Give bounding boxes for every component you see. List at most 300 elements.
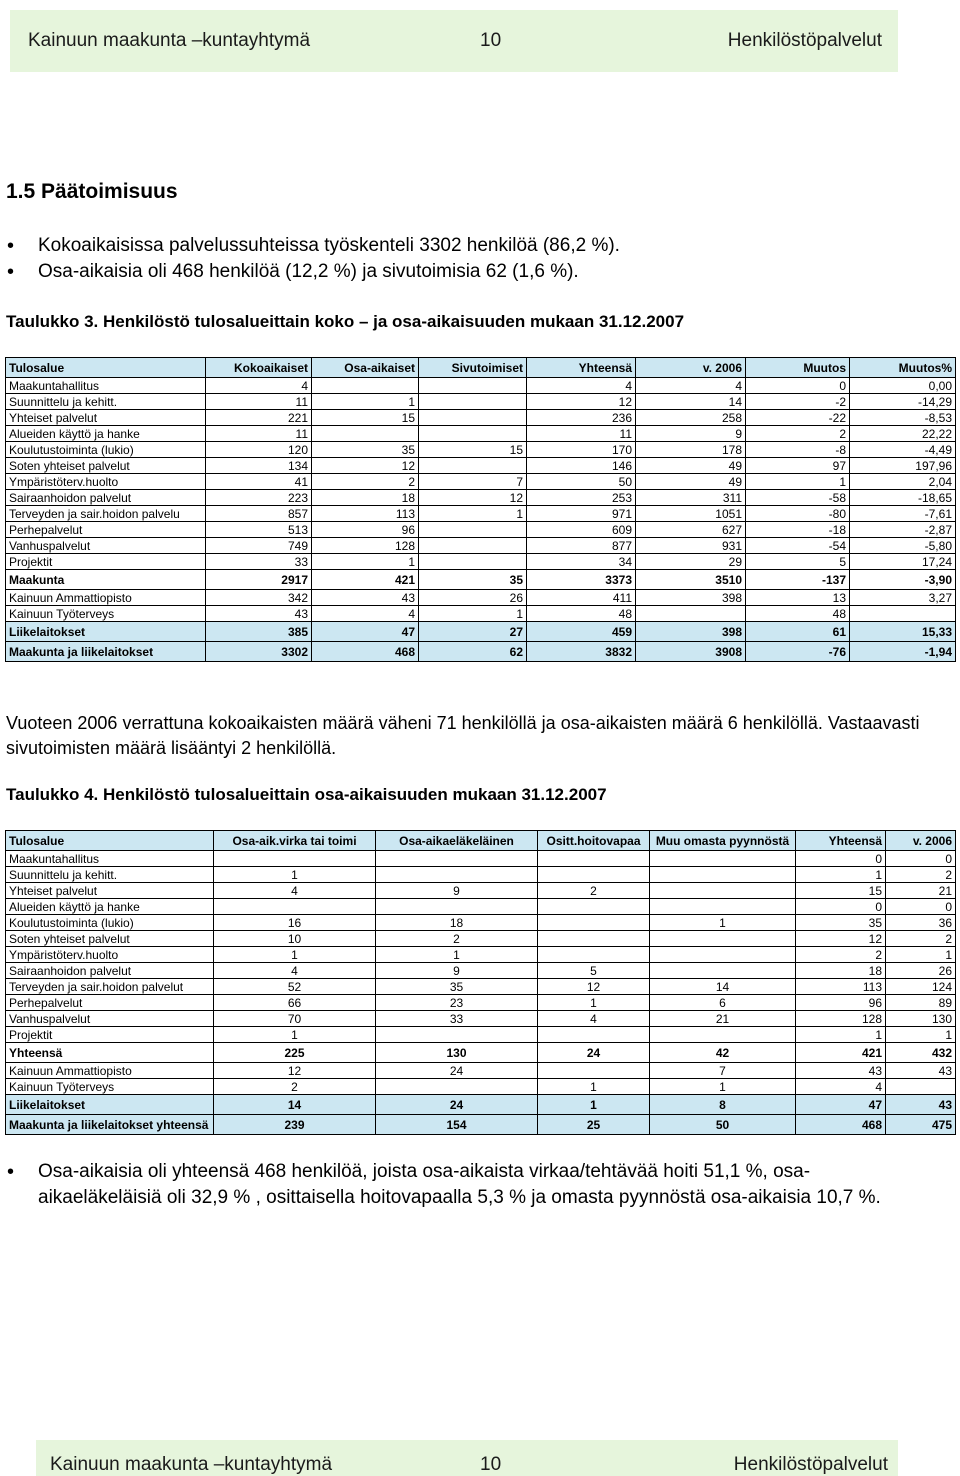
table-cell: 26 <box>886 963 956 979</box>
table-cell: 4 <box>796 1079 886 1095</box>
table-cell: 70 <box>214 1011 376 1027</box>
row-label: Yhteiset palvelut <box>6 883 214 899</box>
table-cell: 468 <box>796 1115 886 1135</box>
table-cell: 10 <box>214 931 376 947</box>
table-cell: 7 <box>419 474 527 490</box>
table-row <box>6 1043 956 1063</box>
table-cell: 24 <box>376 1095 538 1115</box>
table4-caption: Taulukko 4. Henkilöstö tulosalueittain osa-aikaisuuden mukaan 31.12.2007 <box>6 785 607 804</box>
row-label: Kainuun Ammattiopisto <box>6 590 206 606</box>
row-label: Suunnittelu ja kehitt. <box>6 394 206 410</box>
column-header: Muutos% <box>850 358 956 378</box>
table-cell: -14,29 <box>850 394 956 410</box>
table-cell: 475 <box>886 1115 956 1135</box>
table-cell: 15 <box>796 883 886 899</box>
table-cell: 253 <box>527 490 636 506</box>
table-cell: 8 <box>650 1095 796 1115</box>
row-label: Kainuun Ammattiopisto <box>6 1063 214 1079</box>
table-cell: 2,04 <box>850 474 956 490</box>
table-cell <box>419 458 527 474</box>
table-row <box>6 426 956 442</box>
row-label: Suunnittelu ja kehitt. <box>6 867 214 883</box>
column-header: Ositt.hoitovapaa <box>538 831 650 851</box>
table-cell: 48 <box>527 606 636 622</box>
table-cell: 15 <box>312 410 419 426</box>
table-cell: 4 <box>636 378 746 394</box>
table-cell <box>419 426 527 442</box>
table-cell: 34 <box>527 554 636 570</box>
table-cell: 1 <box>650 915 796 931</box>
table-cell: 2 <box>312 474 419 490</box>
table-cell: 23 <box>376 995 538 1011</box>
row-label: Soten yhteiset palvelut <box>6 458 206 474</box>
table-cell: 146 <box>527 458 636 474</box>
row-label: Terveyden ja sair.hoidon palvelu <box>6 506 206 522</box>
table-cell: 130 <box>376 1043 538 1063</box>
table-cell <box>650 899 796 915</box>
row-label: Koulutustoiminta (lukio) <box>6 442 206 458</box>
row-label: Alueiden käyttö ja hanke <box>6 426 206 442</box>
table-cell <box>650 963 796 979</box>
row-label: Alueiden käyttö ja hanke <box>6 899 214 915</box>
table-row <box>6 1079 956 1095</box>
table-cell: 1 <box>214 867 376 883</box>
table-row <box>6 883 956 899</box>
table-cell: 3908 <box>636 642 746 662</box>
row-label: Liikelaitokset <box>6 622 206 642</box>
table-cell: 14 <box>214 1095 376 1115</box>
table-cell <box>538 931 650 947</box>
table-cell: 2 <box>746 426 850 442</box>
table-cell: 41 <box>206 474 312 490</box>
table-cell: 12 <box>796 931 886 947</box>
table-cell: 24 <box>376 1063 538 1079</box>
table-cell: 258 <box>636 410 746 426</box>
table-cell: 239 <box>214 1115 376 1135</box>
table-row <box>6 899 956 915</box>
table-row <box>6 474 956 490</box>
table-row <box>6 642 956 662</box>
table-cell: 61 <box>746 622 850 642</box>
table-cell: 113 <box>796 979 886 995</box>
table-cell <box>419 394 527 410</box>
table-cell <box>419 522 527 538</box>
header-department: Henkilöstöpalvelut <box>727 30 882 51</box>
table-cell <box>650 947 796 963</box>
bullet-item: • Osa-aikaisia oli yhteensä 468 henkilöä, joista osa-aikaista virkaa/tehtävää hoiti 51,1 %, osa-aikaeläkeläisiä oli 32,9 % , osittaisella hoitovapaalla 5,3 % ja omasta pyynnöstä osa-aikaisia 10,7 %. <box>0 1159 900 1211</box>
table-cell: -2 <box>746 394 850 410</box>
table-cell <box>886 1079 956 1095</box>
row-label: Maakuntahallitus <box>6 378 206 394</box>
table-cell: 749 <box>206 538 312 554</box>
table-cell: 178 <box>636 442 746 458</box>
table-cell: 1 <box>538 1095 650 1115</box>
table-cell: 50 <box>527 474 636 490</box>
table-cell <box>650 883 796 899</box>
table-cell: 12 <box>419 490 527 506</box>
table-row <box>6 570 956 590</box>
section-title: 1.5 Päätoimisuus <box>6 180 178 203</box>
row-label: Sairaanhoidon palvelut <box>6 963 214 979</box>
table-cell: 49 <box>636 474 746 490</box>
table-cell: 223 <box>206 490 312 506</box>
table-cell: 47 <box>796 1095 886 1115</box>
row-label: Projektit <box>6 554 206 570</box>
table-cell: 22,22 <box>850 426 956 442</box>
table-cell: 1051 <box>636 506 746 522</box>
table-cell: 1 <box>538 995 650 1011</box>
table-header-row <box>6 831 956 851</box>
table-cell: -80 <box>746 506 850 522</box>
table-cell: 931 <box>636 538 746 554</box>
row-label: Maakunta ja liikelaitokset yhteensä <box>6 1115 214 1135</box>
table-cell: 12 <box>312 458 419 474</box>
table-staff-by-employment <box>5 357 956 662</box>
table-cell: 1 <box>214 1027 376 1043</box>
table-cell: 398 <box>636 622 746 642</box>
table-row <box>6 538 956 554</box>
row-label: Vanhuspalvelut <box>6 538 206 554</box>
table-cell: 16 <box>214 915 376 931</box>
table-cell: 66 <box>214 995 376 1011</box>
table-cell: 42 <box>650 1043 796 1063</box>
table-row <box>6 931 956 947</box>
table-cell: 221 <box>206 410 312 426</box>
table-cell: 13 <box>746 590 850 606</box>
table-cell: 35 <box>419 570 527 590</box>
table-cell: 52 <box>214 979 376 995</box>
table-cell: 47 <box>312 622 419 642</box>
footer-page-number: 10 <box>480 1454 502 1475</box>
table-cell: 15,33 <box>850 622 956 642</box>
table-row <box>6 851 956 867</box>
table-cell: 1 <box>376 947 538 963</box>
table-cell <box>538 851 650 867</box>
table-cell <box>214 851 376 867</box>
column-header: Sivutoimiset <box>419 358 527 378</box>
table-cell: 48 <box>746 606 850 622</box>
table-cell: 120 <box>206 442 312 458</box>
table-row <box>6 963 956 979</box>
table-cell: 421 <box>796 1043 886 1063</box>
table-cell: 1 <box>419 506 527 522</box>
table-cell: 1 <box>746 474 850 490</box>
table-cell <box>650 851 796 867</box>
row-label: Ympäristöterv.huolto <box>6 474 206 490</box>
row-label: Koulutustoiminta (lukio) <box>6 915 214 931</box>
table-row <box>6 458 956 474</box>
table-cell: 33 <box>206 554 312 570</box>
row-label: Ympäristöterv.huolto <box>6 947 214 963</box>
table-cell <box>538 1027 650 1043</box>
table-cell: 311 <box>636 490 746 506</box>
row-label: Kainuun Työterveys <box>6 606 206 622</box>
column-header: v. 2006 <box>886 831 956 851</box>
table-cell: 170 <box>527 442 636 458</box>
table-cell: 1 <box>796 1027 886 1043</box>
table-cell: 3373 <box>527 570 636 590</box>
table-cell: 2 <box>886 867 956 883</box>
row-label: Terveyden ja sair.hoidon palvelut <box>6 979 214 995</box>
row-label: Maakunta <box>6 570 206 590</box>
table-row <box>6 995 956 1011</box>
table-cell: 50 <box>650 1115 796 1135</box>
table-cell: 130 <box>886 1011 956 1027</box>
table-cell: 2 <box>796 947 886 963</box>
table-cell: 1 <box>419 606 527 622</box>
table-row <box>6 394 956 410</box>
table-cell <box>650 867 796 883</box>
table-cell: 27 <box>419 622 527 642</box>
table-row <box>6 442 956 458</box>
row-label: Yhteiset palvelut <box>6 410 206 426</box>
table-cell <box>538 867 650 883</box>
table-cell: 2 <box>886 931 956 947</box>
table-cell: 96 <box>796 995 886 1011</box>
table-cell: 29 <box>636 554 746 570</box>
table-cell: -1,94 <box>850 642 956 662</box>
row-label: Soten yhteiset palvelut <box>6 931 214 947</box>
table-row <box>6 1115 956 1135</box>
column-header: Tulosalue <box>6 831 214 851</box>
row-label: Projektit <box>6 1027 214 1043</box>
table-row <box>6 622 956 642</box>
table-cell <box>650 931 796 947</box>
table-cell: -3,90 <box>850 570 956 590</box>
row-label: Vanhuspalvelut <box>6 1011 214 1027</box>
table-cell: 35 <box>796 915 886 931</box>
table-row <box>6 554 956 570</box>
table-cell: 154 <box>376 1115 538 1135</box>
table-cell <box>636 606 746 622</box>
table-cell: 14 <box>636 394 746 410</box>
table-cell: 3302 <box>206 642 312 662</box>
table-cell: -54 <box>746 538 850 554</box>
table-row <box>6 915 956 931</box>
table-cell: -4,49 <box>850 442 956 458</box>
table-cell: 43 <box>796 1063 886 1079</box>
table-cell: 5 <box>746 554 850 570</box>
table-cell <box>538 947 650 963</box>
table-cell: 971 <box>527 506 636 522</box>
table-cell: 432 <box>886 1043 956 1063</box>
table-cell: 9 <box>636 426 746 442</box>
table-cell: 11 <box>206 426 312 442</box>
table-cell: -18,65 <box>850 490 956 506</box>
table-cell: 12 <box>527 394 636 410</box>
table-cell: -18 <box>746 522 850 538</box>
table-cell <box>376 1079 538 1095</box>
table-row <box>6 1027 956 1043</box>
table-cell: 0 <box>796 851 886 867</box>
table-cell <box>312 378 419 394</box>
table-cell: 12 <box>538 979 650 995</box>
table-row <box>6 606 956 622</box>
table-cell: 411 <box>527 590 636 606</box>
table-cell: 36 <box>886 915 956 931</box>
table-cell: 128 <box>796 1011 886 1027</box>
table-cell: 342 <box>206 590 312 606</box>
column-header: v. 2006 <box>636 358 746 378</box>
table-cell: 857 <box>206 506 312 522</box>
table-cell: 124 <box>886 979 956 995</box>
column-header: Kokoaikaiset <box>206 358 312 378</box>
table-cell <box>419 538 527 554</box>
column-header: Osa-aik.virka tai toimi <box>214 831 376 851</box>
table-cell: -58 <box>746 490 850 506</box>
table-cell: 89 <box>886 995 956 1011</box>
table-cell: 17,24 <box>850 554 956 570</box>
table-cell: 96 <box>312 522 419 538</box>
table-row <box>6 410 956 426</box>
row-label: Perhepalvelut <box>6 522 206 538</box>
column-header: Tulosalue <box>6 358 206 378</box>
table-row <box>6 590 956 606</box>
table-cell: 2917 <box>206 570 312 590</box>
table-cell: 25 <box>538 1115 650 1135</box>
table-cell: 134 <box>206 458 312 474</box>
table-cell: 113 <box>312 506 419 522</box>
page-footer <box>36 1440 898 1476</box>
table-cell <box>419 410 527 426</box>
table-cell: -2,87 <box>850 522 956 538</box>
table-cell: 1 <box>214 947 376 963</box>
table-cell: 609 <box>527 522 636 538</box>
column-header: Yhteensä <box>796 831 886 851</box>
table-cell: 0,00 <box>850 378 956 394</box>
table-cell: 1 <box>538 1079 650 1095</box>
table-row <box>6 867 956 883</box>
table-cell: 627 <box>636 522 746 538</box>
table-cell <box>376 851 538 867</box>
table-row <box>6 378 956 394</box>
table-row <box>6 522 956 538</box>
table-part-time-staff <box>5 830 956 1135</box>
table-cell: 18 <box>376 915 538 931</box>
table-cell: 18 <box>796 963 886 979</box>
table-cell: 35 <box>376 979 538 995</box>
row-label: Yhteensä <box>6 1043 214 1063</box>
table-cell: 0 <box>886 899 956 915</box>
table-cell: 9 <box>376 963 538 979</box>
header-page-number: 10 <box>480 30 502 51</box>
summary-paragraph: Vuoteen 2006 verrattuna kokoaikaisten määrä väheni 71 henkilöllä ja osa-aikaisten määrä 6 henkilöllä. Vastaavasti sivutoimisten määrä lisääntyi 2 henkilöllä. <box>6 713 920 758</box>
footer-department: Henkilöstöpalvelut <box>733 1454 888 1475</box>
column-header: Osa-aikaiset <box>312 358 419 378</box>
table-cell <box>419 554 527 570</box>
table-cell: 49 <box>636 458 746 474</box>
table-cell: 2 <box>538 883 650 899</box>
row-label: Maakunta ja liikelaitokset <box>6 642 206 662</box>
table-cell: 4 <box>214 963 376 979</box>
table-row <box>6 1011 956 1027</box>
table-cell: 1 <box>312 394 419 410</box>
table-cell: -22 <box>746 410 850 426</box>
column-header: Yhteensä <box>527 358 636 378</box>
bullet-item: • Osa-aikaisia oli 468 henkilöä (12,2 %) ja sivutoimisia 62 (1,6 %). <box>0 259 620 285</box>
table-cell: 1 <box>886 1027 956 1043</box>
table-cell: 225 <box>214 1043 376 1063</box>
table-cell: 11 <box>206 394 312 410</box>
table-cell <box>650 1027 796 1043</box>
table-cell <box>538 899 650 915</box>
table-cell: 21 <box>650 1011 796 1027</box>
table-row <box>6 1095 956 1115</box>
table-row <box>6 1063 956 1079</box>
table-cell: 15 <box>419 442 527 458</box>
table-cell: 3832 <box>527 642 636 662</box>
table-cell: 1 <box>650 1079 796 1095</box>
table-cell: 2 <box>376 931 538 947</box>
table-cell: 21 <box>886 883 956 899</box>
table-cell: -76 <box>746 642 850 662</box>
table-cell: 43 <box>312 590 419 606</box>
table-cell <box>376 1027 538 1043</box>
table-cell: 468 <box>312 642 419 662</box>
table-cell: 43 <box>886 1063 956 1079</box>
table-row <box>6 947 956 963</box>
table-cell: -7,61 <box>850 506 956 522</box>
column-header: Muutos <box>746 358 850 378</box>
table-row <box>6 979 956 995</box>
table-cell: 62 <box>419 642 527 662</box>
table-cell: 14 <box>650 979 796 995</box>
table-cell <box>419 378 527 394</box>
table-cell: 0 <box>886 851 956 867</box>
page-header <box>10 10 898 72</box>
table-cell: 459 <box>527 622 636 642</box>
table-cell: 197,96 <box>850 458 956 474</box>
table-cell <box>312 426 419 442</box>
table-cell: 9 <box>376 883 538 899</box>
column-header: Osa-aikaeläkeläinen <box>376 831 538 851</box>
table-cell: 0 <box>746 378 850 394</box>
table-cell <box>538 915 650 931</box>
table-cell: 385 <box>206 622 312 642</box>
table-cell <box>538 1063 650 1079</box>
table-cell: 4 <box>214 883 376 899</box>
table-cell: 7 <box>650 1063 796 1079</box>
table-cell: 4 <box>527 378 636 394</box>
table-cell: 18 <box>312 490 419 506</box>
table-cell: 33 <box>376 1011 538 1027</box>
table-cell <box>850 606 956 622</box>
table-cell: -137 <box>746 570 850 590</box>
table-cell: 11 <box>527 426 636 442</box>
table-cell: 3,27 <box>850 590 956 606</box>
table3-caption: Taulukko 3. Henkilöstö tulosalueittain koko – ja osa-aikaisuuden mukaan 31.12.2007 <box>6 312 685 331</box>
table-cell: 4 <box>206 378 312 394</box>
table-cell: 1 <box>312 554 419 570</box>
row-label: Kainuun Työterveys <box>6 1079 214 1095</box>
table-cell <box>376 867 538 883</box>
table-cell: 2 <box>214 1079 376 1095</box>
bullet-list-bottom <box>0 1159 900 1211</box>
row-label: Perhepalvelut <box>6 995 214 1011</box>
table-cell <box>214 899 376 915</box>
table-cell: 97 <box>746 458 850 474</box>
table-cell: 1 <box>886 947 956 963</box>
table-cell: -5,80 <box>850 538 956 554</box>
table-cell: 6 <box>650 995 796 1011</box>
table-cell: -8,53 <box>850 410 956 426</box>
table-cell: 0 <box>796 899 886 915</box>
row-label: Liikelaitokset <box>6 1095 214 1115</box>
table-cell: -8 <box>746 442 850 458</box>
table-cell: 43 <box>206 606 312 622</box>
table-row <box>6 506 956 522</box>
table-cell: 421 <box>312 570 419 590</box>
